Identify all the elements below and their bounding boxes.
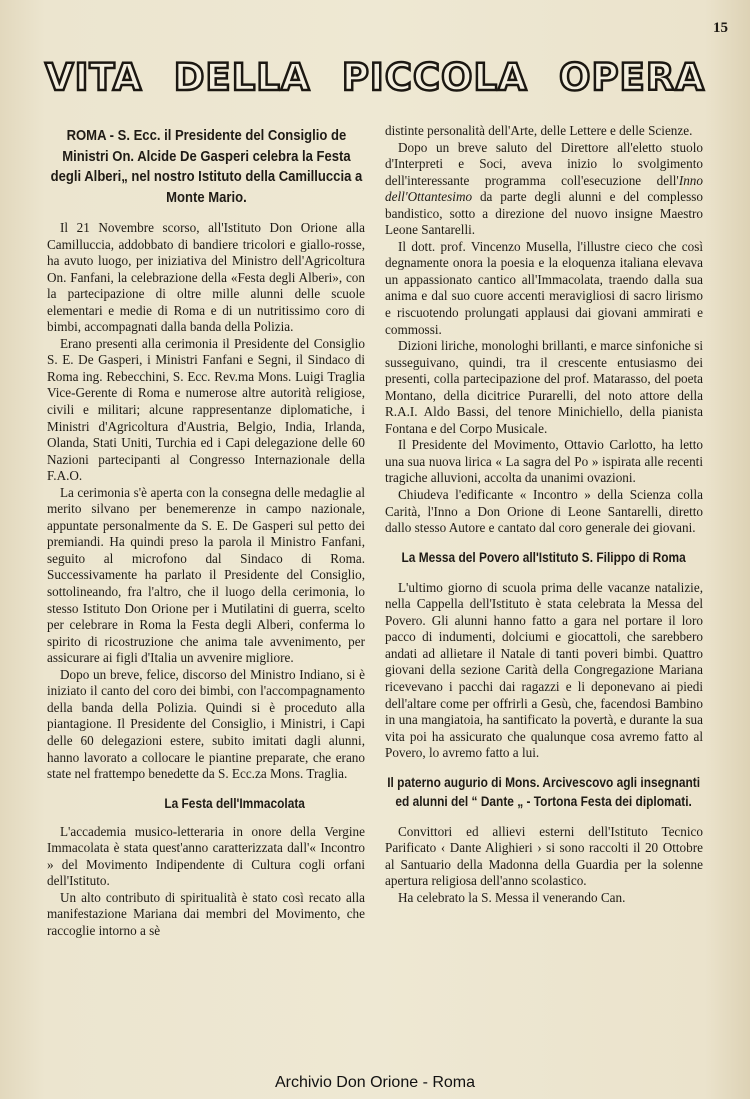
page-number: 15 (713, 20, 728, 36)
archive-footer: Archivio Don Orione - Roma (274, 1074, 476, 1091)
article-paragraph (385, 140, 703, 239)
article-paragraph: Erano presenti alla cerimonia il Presidente del Consiglio S. E. De Gasperi, i Ministri Fanfani e Segni, il Sindaco di Roma ing. Rebecchini, S. Ecc. Rev.ma Mons. Luigi Traglia Vice-Gerente di Roma e numerose altre autorità religiose, civili e militari; alcune rappresentanze diplomatiche, i Ministri d'Agricoltura d'Austria, Belgio, India, Irlanda, Olanda, Stati Uniti, Turchia ed i Capi delegazione delle 60 Nazioni partecipanti al Congresso Internazionale della F.A.O. (47, 335, 365, 484)
section-title: Il paterno augurio di Mons. Arcivescovo agli insegnanti ed alunni del “ Dante „ - Tortona Festa dei diplomati. (387, 774, 701, 810)
article-paragraph: Il dott. prof. Vincenzo Musella, l'illustre cieco che così degnamente onora la poesia e la eloquenza italiana elevava un appassionato cantico all'Immacolata, traendo dalla sua anima e dal suo cuore accenti meravigliosi di sacro lirismo e riscuotendo prolungati applausi dai giovani ammirati e commossi. (385, 238, 703, 337)
right-column (385, 123, 703, 906)
text-run: Dopo un breve saluto del Direttore all'eletto stuolo d'Interpreti e Soci, aveva inizio lo svolgimento dell'interessante programma coll'esecuzione dell' (385, 139, 703, 188)
article-paragraph: Chiudeva l'edificante « Incontro » della Scienza colla Carità, l'Inno a Don Orione di Leone Santarelli, diretto dallo stesso Autore e cantato dal coro generale dei giovani. (385, 487, 703, 536)
section-title: La Festa dell'Immacolata (164, 795, 305, 812)
article-paragraph: Ha celebrato la S. Messa il venerando Can. (398, 889, 626, 905)
text-run: da parte degli alunni e del complesso bandistico, sotto a direzione del nuovo insigne Maestro Leone Santarelli. (385, 189, 703, 238)
article-paragraph: Un alto contributo di spiritualità è stato così recato alla manifestazione Mariana dai membri del Movimento, che raccoglie intorno a sè (47, 889, 365, 938)
work-title: Inno dell'Ottantesimo (385, 172, 703, 205)
left-column (47, 124, 365, 939)
article-paragraph: Il 21 Novembre scorso, all'Istituto Don Orione alla Camilluccia, addobbato di bandiere tricolori e giallo-rosse, ha avuto luogo, per iniziativa del Ministro dell'Agricoltura On. Fanfani, la celebrazione della «Festa degli Alberi», con la partecipazione di oltre mille alunni delle scuole elementari e medie di Roma e di un nutritissimo coro di bimbi, accompagnati dalla banda della Polizia. (47, 220, 365, 335)
masthead-word: PICCOLA (341, 56, 528, 99)
masthead-word: OPERA (558, 56, 705, 99)
article-headline: ROMA - S. Ecc. il Presidente del Consiglio de Ministri On. Alcide De Gasperi celebra la Festa degli Alberi„ nel nostro Istituto della Camilluccia a Monte Mario. (50, 127, 362, 206)
article-paragraph: Dizioni liriche, monologhi brillanti, e marce sinfoniche si susseguivano, quindi, tra il crescente entusiasmo dei presenti, colla partecipazione del prof. Matarasso, del poeta Montano, della dicitrice Purarelli, del noto attore della R.A.I. Aldo Bassi, del tenore Minichiello, della pianista Fontana e del Corpo Musicale. (385, 338, 703, 436)
article-paragraph: Convittori ed allievi esterni dell'Istituto Tecnico Parificato ‹ Dante Alighieri › si sono raccolti il 20 Ottobre al Santuario della Madonna della Guardia per la solenne apertura religiosa dell'anno scolastico. (385, 823, 703, 889)
article-paragraph: L'ultimo giorno di scuola prima delle vacanze natalizie, nella Cappella dell'Istituto è stata celebrata la Messa del Povero. Gli alunni hanno fatto a gara nel portare il loro pacco di indumenti, dolciumi e giocattoli, che sarebbero andati ad allietare il Natale di tanti poveri bimbi. Quattro giovani della sezione Carità della Congregazione Mariana ricevevano i pacchi dai ragazzi e li deponevano ai piedi dell'altare come per offrirli a Gesù, che, facendosi Bambino in una mangiatoia, ha santificato la povertà, e durante la sua vita poi ha assicurato che qualunque cosa avremo fatto al Povero, lo avremo fatto a lui. (385, 579, 703, 761)
article-paragraph: Dopo un breve, felice, discorso del Ministro Indiano, si è iniziato il canto del coro dei bimbi, con l'accompagnamento della banda della Polizia. Quindi si è proceduto alla piantagione. Il Presidente del Consiglio, i Ministri, i Capi delle 60 delegazioni estere, subito imitati dagli alunni, hanno lavorato a collocare le piantine preparate, che erano state nel frattempo benedette da S. Ecc.za Mons. Traglia. (47, 666, 365, 782)
article-paragraph: Il Presidente del Movimento, Ottavio Carlotto, ha letto una sua nuova lirica « La sagra del Po » ispirata alle recenti tragiche alluvioni, accolta da unanimi ovazioni. (385, 437, 703, 486)
article-paragraph: La cerimonia s'è aperta con la consegna delle medaglie al merito silvano per benemerenze in campo nazionale, appuntate personalmente da S. E. De Gasperi sul petto dei premiandi. Ha quindi preso la parola il Ministro Fanfani, seguito al microfono dal Sindaco di Roma. Successivamente ha parlato il Presidente del Consiglio, sottolineando, fra l'altro, che il luogo della cerimonia, lo stesso Istituto Don Orione per i Mutilatini di guerra, scelto per celebrare in Roma la Festa degli Alberi, conferma lo spirito di ricostruzione che anima tale avvenimento, per assicurare ai figli d'Italia un avvenire migliore. (47, 484, 365, 666)
masthead-title (45, 56, 705, 99)
masthead-word: DELLA (173, 56, 311, 99)
section-title: La Messa del Povero all'Istituto S. Filippo di Roma (401, 549, 687, 566)
article-paragraph: L'accademia musico-letteraria in onore della Vergine Immacolata è stata quest'anno caratterizzata dall'« Incontro » del Movimento Indipendente di Cultura cogli orfani dell'Istituto. (47, 823, 365, 889)
article-paragraph: distinte personalità dell'Arte, delle Lettere e delle Scienze. (385, 123, 693, 138)
masthead-word: VITA (45, 56, 143, 99)
